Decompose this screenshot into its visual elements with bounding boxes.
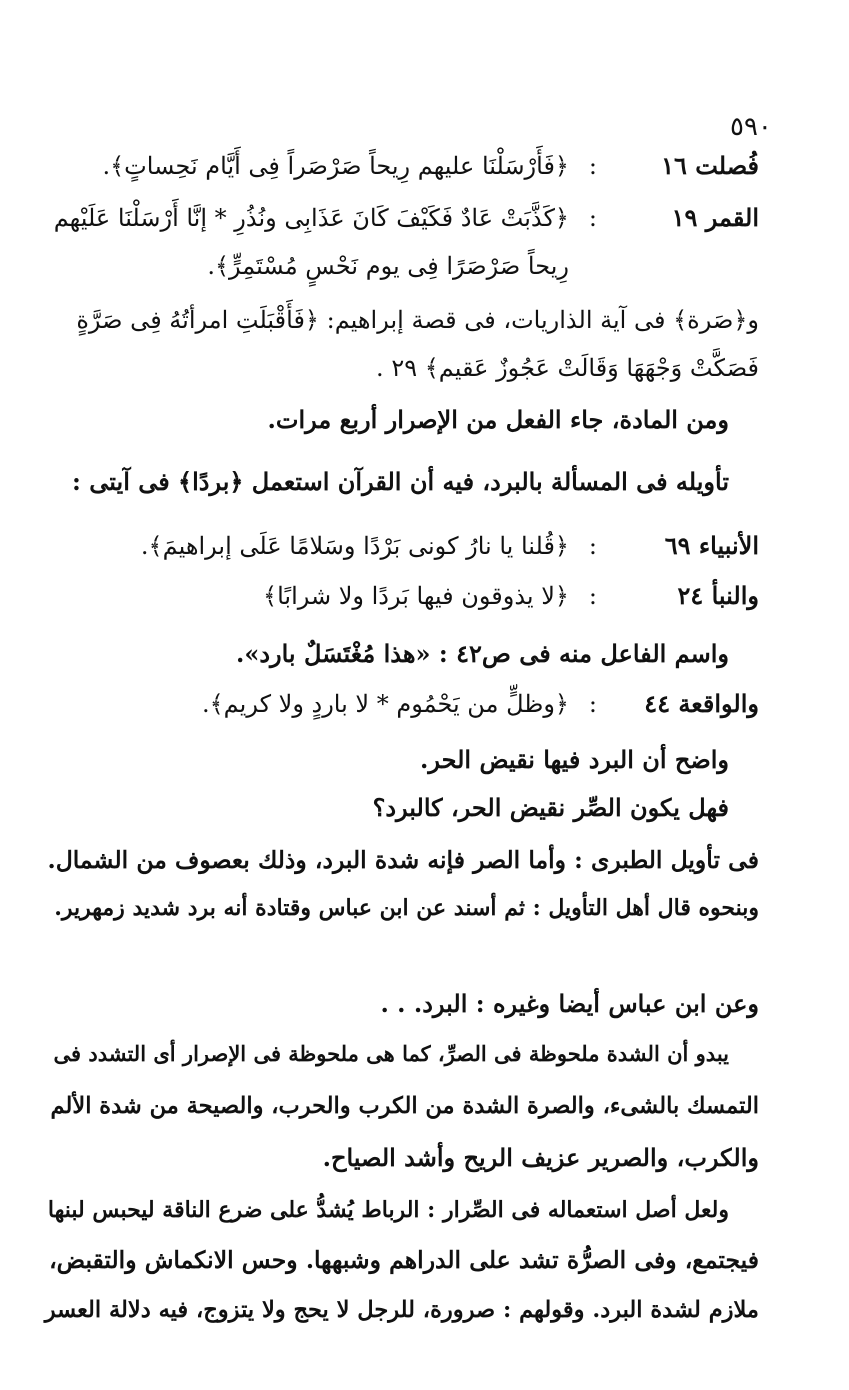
paragraph-line: ومن المادة، جاء الفعل من الإصرار أربع مرات. [267,405,729,434]
separator: : [588,532,597,560]
separator: : [588,204,597,232]
paragraph-line: التمسك بالشىء، والصرة الشدة من الكرب والحرب، والصيحة من شدة الألم [50,1093,759,1119]
ayah-text: ﴿لا يذوقون فيها بَردًا ولا شرابًا﴾ [263,582,569,610]
ayah-text: ﴿قُلنا يا نارُ كونى بَرْدًا وسَلامًا عَلَى إبراهيمَ﴾. [140,532,569,560]
paragraph-line: واسم الفاعل منه فى ص٤٢ : «هذا مُغْتَسَلٌ بارد». [235,639,729,668]
paragraph-line: ولعل أصل استعماله فى الصِّرار : الرباط يُشدُّ على ضرع الناقة ليحبس لبنها [47,1197,729,1223]
surah-ref: والنبأ ٢٤ [677,581,759,610]
paragraph-line: ملازم لشدة البرد. وقولهم : صرورة، للرجل لا يحج ولا يتزوج، فيه دلالة العسر [44,1297,759,1323]
paragraph-line: والكرب، والصرير عزيف الريح وأشد الصياح. [322,1143,759,1172]
separator: : [588,582,597,610]
paragraph-line: فهل يكون الصِّر نقيض الحر، كالبرد؟ [372,793,729,822]
ayah-text: ﴿وظلٍّ من يَحْمُوم * لا باردٍ ولا كريم﴾. [201,690,569,718]
ayah-text: ﴿فَأَرْسَلْنَا عليهم رِيحاً صَرْصَراً فِى أَيَّام نَحِساتٍ﴾. [102,152,569,180]
paragraph-line: وبنحوه قال أهل التأويل : ثم أسند عن ابن عباس وقتادة أنه برد شديد زمهرير. [54,895,759,921]
surah-ref: فُصلت ١٦ [661,151,759,180]
paragraph-line: واضح أن البرد فيها نقيض الحر. [420,745,729,774]
paragraph-line: فيجتمع، وفى الصرُّة تشد على الدراهم وشبهها. وحس الانكماش والتقبض، [49,1246,759,1274]
paragraph-line: و﴿صَرة﴾ فى آية الذاريات، فى قصة إبراهيم: ﴿فَأَقْبَلَتِ امرأتُهُ فِى صَرَّةٍ [76,306,759,334]
ayah-text: ﴿كَذَّبَتْ عَادٌ فَكَيْفَ كَانَ عَذَابِى ونُذُرِ * إنَّا أَرْسَلْنَا عَلَيْهم [53,204,569,232]
ayah-continuation: رِيحاً صَرْصَرًا فِى يوم نَحْسٍ مُسْتَمِرٍّ﴾. [207,252,569,280]
page-number: ٥٩٠ [730,112,772,142]
surah-ref: الأنبياء ٦٩ [664,531,759,560]
paragraph-line: تأويله فى المسألة بالبرد، فيه أن القرآن استعمل ﴿بردًا﴾ فى آيتى : [72,467,729,496]
separator: : [588,152,597,180]
surah-ref: والواقعة ٤٤ [644,689,759,718]
separator: : [588,690,597,718]
paragraph-line: فى تأويل الطبرى : وأما الصر فإنه شدة البرد، وذلك بعصوف من الشمال. [47,846,759,874]
paragraph-line: يبدو أن الشدة ملحوظة فى الصرِّ، كما هى ملحوظة فى الإصرار أى التشدد فى [53,1041,729,1066]
paragraph-line: وعن ابن عباس أيضا وغيره : البرد. . . [380,989,759,1018]
surah-ref: القمر ١٩ [671,203,759,232]
paragraph-line: فَصَكَّتْ وَجْهَهَا وَقَالَتْ عَجُوزٌ عَقيم﴾ ٢٩ . [376,354,759,382]
